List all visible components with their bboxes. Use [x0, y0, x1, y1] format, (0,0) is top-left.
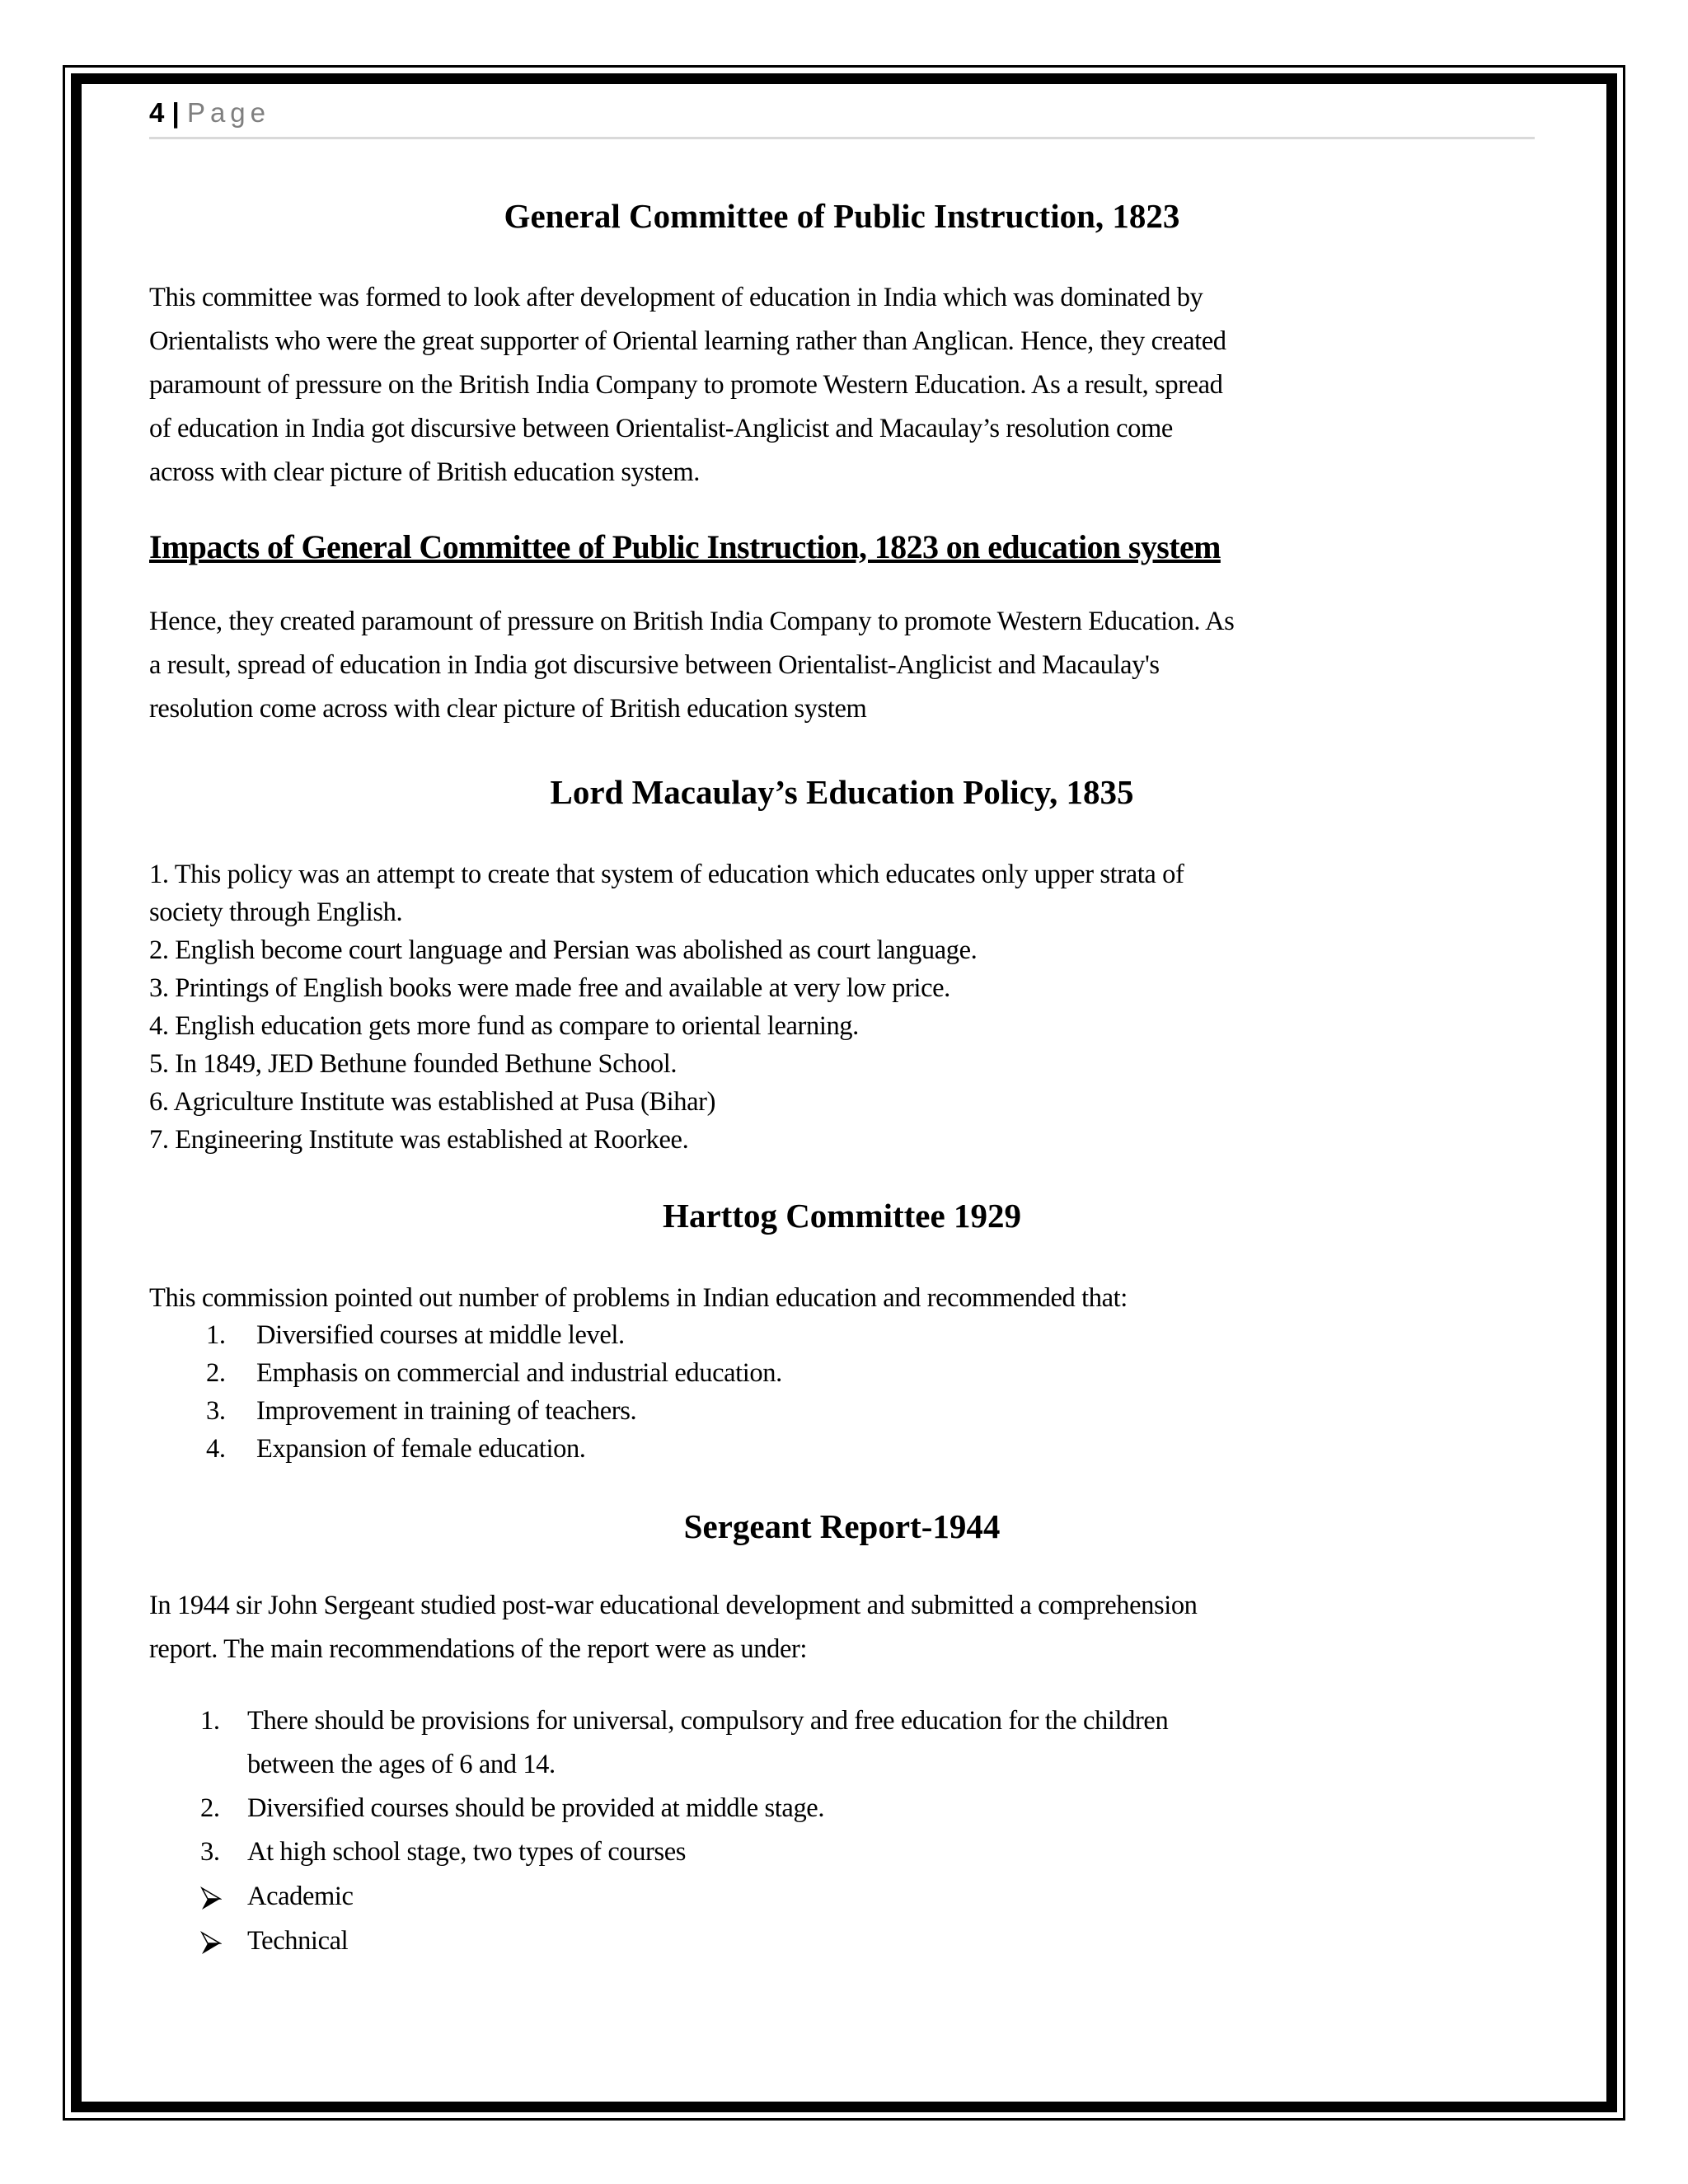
list-item-continuation — [200, 1743, 1478, 1787]
list-item: 1. This policy was an attempt to create that system of education which educates only upper strata of — [149, 860, 1184, 889]
list-item — [200, 1699, 1478, 1743]
text-line: This committee was formed to look after development of education in India which was dominated by — [149, 283, 1203, 312]
item-text: Emphasis on commercial and industrial education. — [256, 1358, 782, 1388]
list-item — [200, 1787, 1478, 1830]
paragraph-impacts — [149, 600, 1517, 731]
heading-harttog: Harttog Committee 1929 — [663, 1197, 1021, 1235]
item-text: Technical — [247, 1926, 349, 1956]
text-line: In 1944 sir John Sergeant studied post-war educational development and submitted a comprehension — [149, 1591, 1198, 1620]
item-number: 3. — [206, 1396, 226, 1426]
sergeant-intro — [149, 1584, 1517, 1671]
bullet-item — [200, 1919, 1478, 1963]
list-harttog — [206, 1316, 1442, 1468]
item-number: 4. — [206, 1434, 226, 1464]
list-sergeant — [200, 1699, 1478, 1963]
arrow-bullet-icon — [200, 1874, 222, 1919]
item-number: 2. — [206, 1358, 226, 1388]
text-line: of education in India got discursive between Orientalist-Anglicist and Macaulay’s resolution come — [149, 414, 1173, 443]
item-number: 1. — [200, 1706, 220, 1736]
list-item: 4. English education gets more fund as compare to oriental learning. — [149, 1011, 859, 1041]
text-line: Orientalists who were the great supporter of Oriental learning rather than Anglican. Hence, they created — [149, 326, 1226, 356]
list-item — [206, 1430, 1442, 1468]
page-header — [149, 97, 270, 129]
item-text: Diversified courses at middle level. — [256, 1320, 625, 1350]
item-text: At high school stage, two types of courses — [247, 1837, 687, 1867]
text-line: paramount of pressure on the British India Company to promote Western Education. As a result, spread — [149, 370, 1223, 400]
text-line: resolution come across with clear picture of British education system — [149, 694, 867, 724]
list-item: society through English. — [149, 898, 403, 927]
item-number: 1. — [206, 1320, 226, 1350]
item-text: There should be provisions for universal, compulsory and free education for the children — [247, 1706, 1169, 1736]
list-item — [206, 1316, 1442, 1354]
item-text: Diversified courses should be provided at middle stage. — [247, 1793, 825, 1823]
text-line: report. The main recommendations of the report were as under: — [149, 1634, 808, 1664]
bullet-item — [200, 1874, 1478, 1919]
text-line: across with clear picture of British education system. — [149, 457, 700, 487]
heading-sergeant: Sergeant Report-1944 — [683, 1507, 1001, 1545]
heading-impacts: Impacts of General Committee of Public Instruction, 1823 on education system — [149, 528, 1221, 565]
arrow-bullet-icon — [200, 1919, 222, 1963]
item-text: Academic — [247, 1882, 354, 1911]
page-number: 4 — [149, 97, 165, 128]
text-line: Hence, they created paramount of pressure on British India Company to promote Western Education. As — [149, 607, 1235, 636]
heading-macaulay: Lord Macaulay’s Education Policy, 1835 — [550, 773, 1134, 811]
harttog-intro — [149, 1279, 1517, 1317]
list-item: 6. Agriculture Institute was established at Pusa (Bihar) — [149, 1087, 716, 1117]
paragraph-gcpi — [149, 276, 1517, 494]
header-separator: | — [171, 97, 180, 128]
list-item: 7. Engineering Institute was established at Roorkee. — [149, 1125, 689, 1155]
item-text: Expansion of female education. — [256, 1434, 586, 1464]
text-line: a result, spread of education in India got discursive between Orientalist-Anglicist and Macaulay's — [149, 650, 1160, 680]
item-text: Improvement in training of teachers. — [256, 1396, 637, 1426]
list-item: 3. Printings of English books were made free and available at very low price. — [149, 973, 950, 1003]
page-label: Page — [186, 97, 271, 128]
list-item — [200, 1830, 1478, 1874]
list-item — [206, 1354, 1442, 1392]
list-item: 5. In 1849, JED Bethune founded Bethune School. — [149, 1049, 678, 1079]
item-number: 3. — [200, 1837, 220, 1867]
list-item — [206, 1392, 1442, 1430]
list-item: 2. English become court language and Persian was abolished as court language. — [149, 935, 978, 965]
heading-gcpi: General Committee of Public Instruction, 1823 — [504, 197, 1180, 235]
item-number: 2. — [200, 1793, 220, 1823]
header-rule — [149, 137, 1535, 139]
text-line: This commission pointed out number of problems in Indian education and recommended that: — [149, 1283, 1128, 1313]
item-text: between the ages of 6 and 14. — [247, 1750, 556, 1779]
list-macaulay — [149, 855, 1517, 1159]
